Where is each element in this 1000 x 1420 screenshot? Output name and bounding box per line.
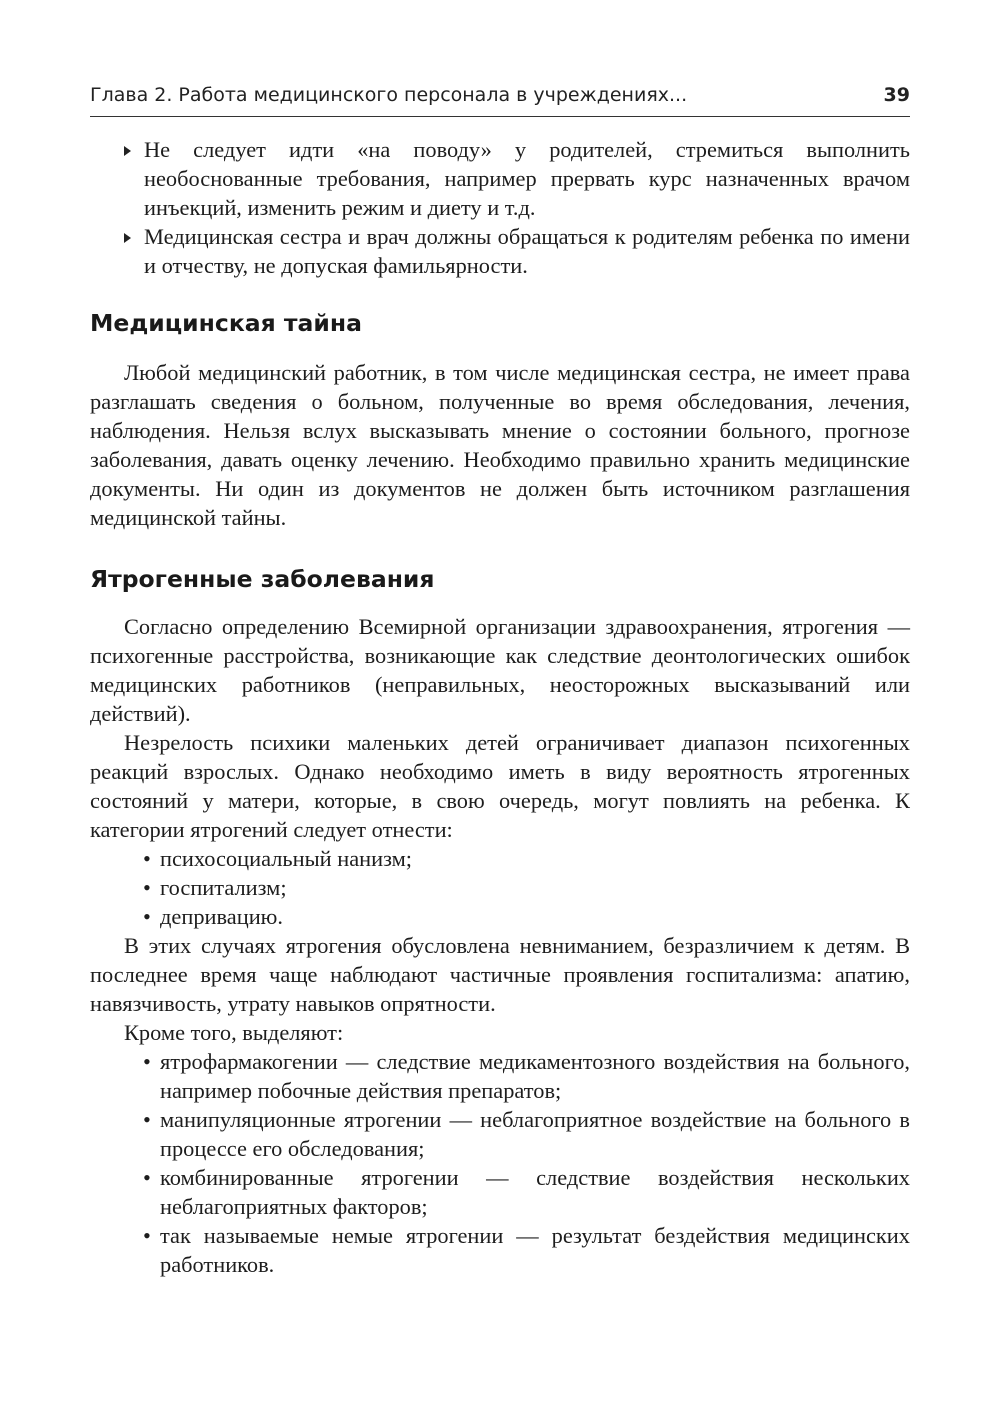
categories-list bbox=[90, 844, 910, 931]
running-title: Глава 2. Работа медицинского персонала в учреждениях... bbox=[90, 84, 688, 106]
section-body-jatro bbox=[90, 612, 910, 1279]
paragraph: Незрелость психики маленьких детей ограничивает диапазон психогенных реакций взрослых. Однако необходимо иметь в виду вероятность ятрогенных состояний у матери, которые, в свою очередь, могут повлиять на ребенка. К категории ятрогений следует отнести: bbox=[90, 730, 910, 842]
bullet-dot-icon: • bbox=[143, 846, 151, 871]
list-item bbox=[90, 1105, 910, 1163]
list-item-text: так называемые немые ятрогении — результат бездействия медицинских работников. bbox=[160, 1223, 910, 1277]
section-title-tajna: Медицинская тайна bbox=[90, 309, 362, 337]
paragraph: Согласно определению Всемирной организации здравоохранения, ятрогения — психогенные расстройства, возникающие как следствие деонтологических ошибок медицинских работников (неправильных, неосторожных высказываний или действий). bbox=[90, 614, 910, 726]
paragraph: В этих случаях ятрогения обусловлена невниманием, безразличием к детям. В последнее время чаще наблюдают частичные проявления госпитализма: апатию, навязчивость, утрату навыков опрятности. bbox=[90, 933, 910, 1016]
section-body-tajna bbox=[90, 358, 910, 532]
list-item bbox=[90, 873, 910, 902]
list-item-text: госпитализм; bbox=[160, 875, 287, 900]
bullet-dot-icon: • bbox=[143, 1223, 151, 1248]
section-title-jatro: Ятрогенные заболевания bbox=[90, 565, 435, 593]
bullet-dot-icon: • bbox=[143, 1165, 151, 1190]
list-item bbox=[90, 222, 910, 280]
list-item-text: депривацию. bbox=[160, 904, 283, 929]
arrow-bullet-icon bbox=[124, 233, 131, 243]
intro-list bbox=[90, 135, 910, 280]
list-item-text: психосоциальный нанизм; bbox=[160, 846, 413, 871]
list-item-text: ятрофармакогении — следствие медикаментозного воздействия на больного, например побочные действия препаратов; bbox=[160, 1049, 910, 1103]
page-number: 39 bbox=[883, 84, 910, 106]
list-item-text: Не следует идти «на поводу» у родителей, стремиться выполнить необоснованные требования, например прервать курс назначенных врачом инъекций, изменить режим и диету и т.д. bbox=[144, 137, 910, 220]
list-item bbox=[90, 844, 910, 873]
running-header bbox=[90, 84, 910, 117]
bullet-dot-icon: • bbox=[143, 904, 151, 929]
paragraph: Любой медицинский работник, в том числе медицинская сестра, не имеет права разглашать сведения о больном, полученные во время обследования, лечения, наблюдения. Нельзя вслух высказывать мнение о состоянии больного, прогнозе заболевания, давать оценку лечению. Необходимо правильно хранить медицинские документы. Ни один из документов не должен быть источником разглашения медицинской тайны. bbox=[90, 360, 910, 530]
arrow-bullet-icon bbox=[124, 146, 131, 156]
list-item bbox=[90, 1163, 910, 1221]
book-page bbox=[90, 84, 910, 1279]
list-item-text: комбинированные ятрогении — следствие воздействия нескольких неблагоприятных факторов; bbox=[160, 1165, 910, 1219]
bullet-dot-icon: • bbox=[143, 875, 151, 900]
list-item bbox=[90, 1221, 910, 1279]
list-item bbox=[90, 135, 910, 222]
list-item bbox=[90, 1047, 910, 1105]
paragraph: Кроме того, выделяют: bbox=[124, 1020, 344, 1045]
bullet-dot-icon: • bbox=[143, 1049, 151, 1074]
list-item-text: Медицинская сестра и врач должны обращаться к родителям ребенка по имени и отчеству, не допуская фамильярности. bbox=[144, 224, 910, 278]
bullet-dot-icon: • bbox=[143, 1107, 151, 1132]
list-item-text: манипуляционные ятрогении — неблагоприятное воздействие на больного в процессе его обследования; bbox=[160, 1107, 910, 1161]
types-list bbox=[90, 1047, 910, 1279]
list-item bbox=[90, 902, 910, 931]
